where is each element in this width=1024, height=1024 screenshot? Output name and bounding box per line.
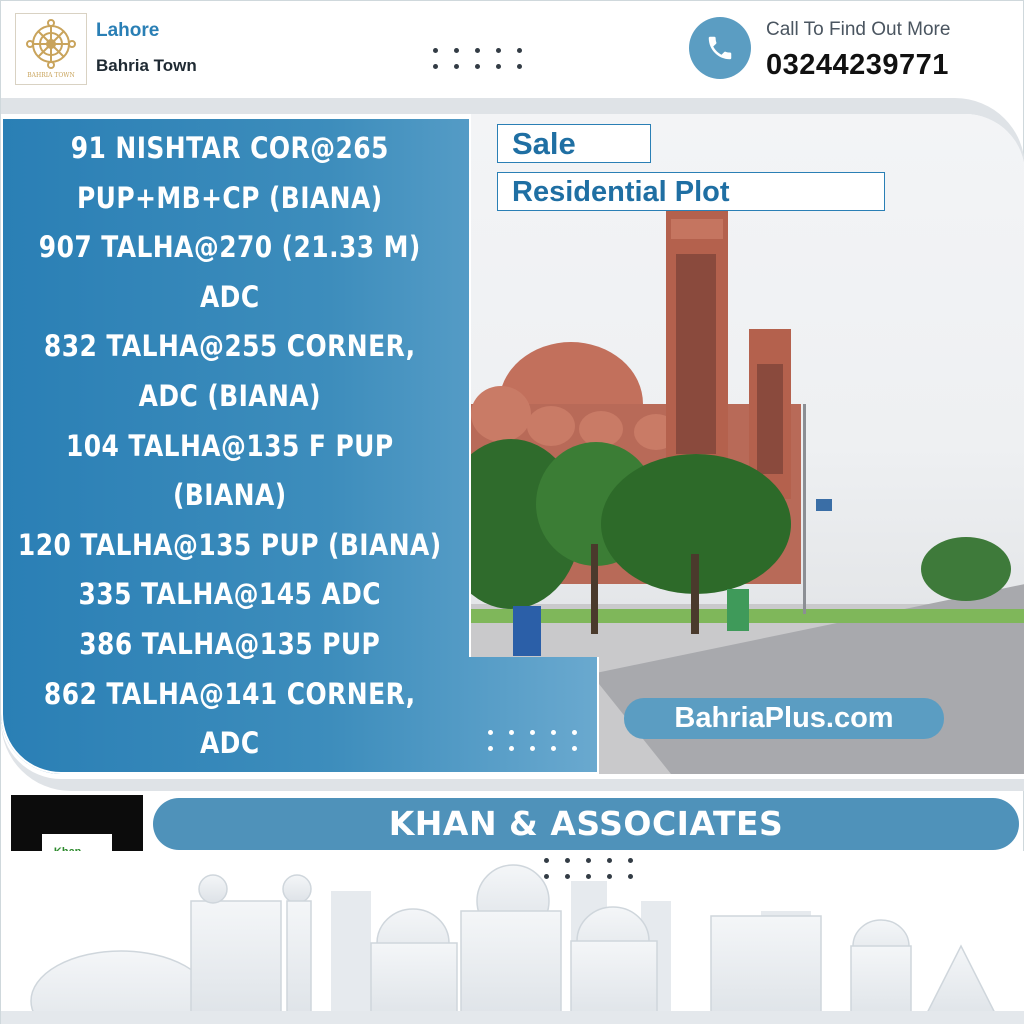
purpose-tag: Sale <box>497 124 651 163</box>
listing-line: 91 NISHTAR COR@265 <box>70 131 389 165</box>
listing-line: (BIANA) <box>172 478 287 513</box>
phone-icon <box>705 33 735 63</box>
listing-details <box>1 124 459 769</box>
listing-line: 335 TALHA@145 ADC <box>78 577 381 612</box>
svg-text:BAHRIA TOWN: BAHRIA TOWN <box>27 72 75 79</box>
agency-name-banner: KHAN & ASSOCIATES <box>153 798 1019 850</box>
property-type-tag: Residential Plot <box>497 172 885 211</box>
listing-line: 104 TALHA@135 F PUP <box>65 428 394 463</box>
phone-number[interactable]: 03244239771 <box>766 49 949 81</box>
decorative-dots <box>488 730 577 751</box>
listing-line: ADC <box>199 279 260 314</box>
listing-line: 386 TALHA@135 PUP <box>79 626 381 661</box>
decorative-dots <box>433 48 522 69</box>
listing-line: 832 TALHA@255 CORNER, <box>43 329 416 364</box>
website-link[interactable]: BahriaPlus.com <box>624 698 944 739</box>
phone-call-button[interactable] <box>689 17 751 79</box>
listing-line: ADC (BIANA) <box>138 378 321 413</box>
decorative-dots <box>544 858 633 879</box>
city-skyline-illustration <box>1 851 1024 1024</box>
listing-line: ADC <box>199 726 260 761</box>
city-label: Lahore <box>96 20 160 41</box>
listing-line: 862 TALHA@141 CORNER, <box>43 676 416 711</box>
bahria-town-logo <box>15 13 87 85</box>
listing-line: PUP+MB+CP (BIANA) <box>76 180 383 215</box>
listing-line: 120 TALHA@135 PUP (BIANA) <box>17 527 442 562</box>
call-prompt: Call To Find Out More <box>766 19 951 40</box>
area-label: Bahria Town <box>96 56 197 75</box>
listing-line: 907 TALHA@270 (21.33 M) <box>38 230 421 265</box>
bahria-crest-icon <box>21 17 81 81</box>
